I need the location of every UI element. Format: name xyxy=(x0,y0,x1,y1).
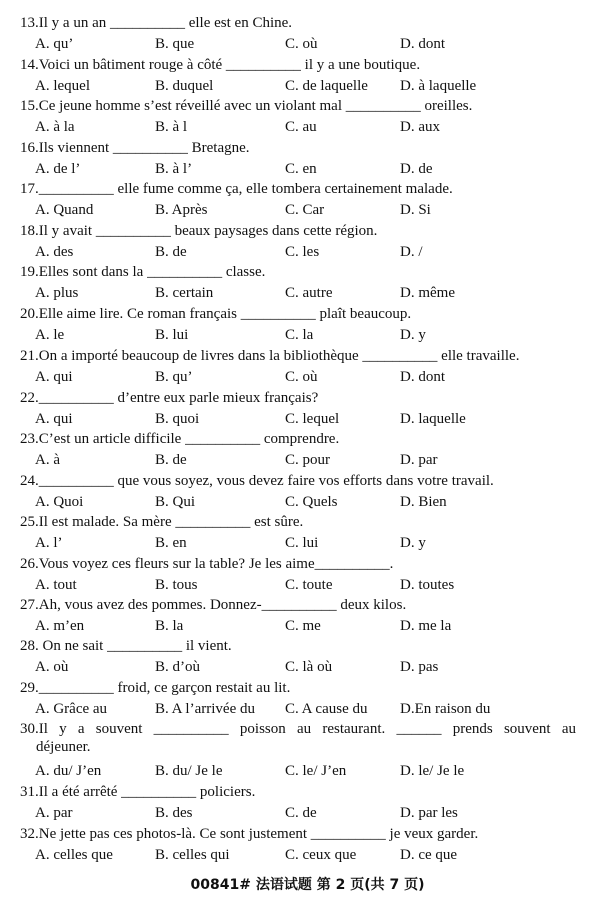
answer-option: A. l’ xyxy=(35,535,63,551)
options-row xyxy=(0,284,615,302)
answer-option: C. pour xyxy=(285,452,330,468)
answer-option: D. de xyxy=(400,161,433,177)
options-row xyxy=(0,658,615,676)
answer-option: A. qui xyxy=(35,411,73,427)
answer-option: A. Grâce au xyxy=(35,701,108,717)
answer-option: B. tous xyxy=(155,577,198,593)
answer-option: D. Si xyxy=(400,202,431,218)
answer-option: A. lequel xyxy=(35,78,90,94)
options-row xyxy=(0,576,615,594)
options-row xyxy=(0,493,615,511)
answer-option: D. dont xyxy=(400,369,445,385)
answer-option: C. le/ J’en xyxy=(285,763,347,779)
page-footer: 00841# 法语试题 第 2 页(共 7 页) xyxy=(190,877,425,893)
question-stem: 23.C’est un article difficile __________ comprendre. xyxy=(20,431,340,447)
answer-option: D. par les xyxy=(400,805,458,821)
answer-option: B. qu’ xyxy=(155,369,193,385)
answer-option: B. duquel xyxy=(155,78,214,94)
answer-option: A. celles que xyxy=(35,847,113,863)
answer-option: D. aux xyxy=(400,119,440,135)
answer-option: A. plus xyxy=(35,285,79,301)
options-row xyxy=(0,368,615,386)
answer-option: D. ce que xyxy=(400,847,458,863)
question-stem: 15.Ce jeune homme s’est réveillé avec un violant mal __________ oreilles. xyxy=(20,98,473,114)
answer-option: C. où xyxy=(285,369,318,385)
question-stem-line: déjeuner. xyxy=(36,739,91,755)
options-row xyxy=(0,160,615,178)
options-row xyxy=(0,201,615,219)
answer-option: D. toutes xyxy=(400,577,455,593)
answer-option: B. du/ Je le xyxy=(155,763,223,779)
answer-option: B. certain xyxy=(155,285,214,301)
answer-option: D. à laquelle xyxy=(400,78,477,94)
options-row xyxy=(0,846,615,864)
question-stem: 26.Vous voyez ces fleurs sur la table? Je les aime__________. xyxy=(20,556,394,572)
answer-option: C. autre xyxy=(285,285,333,301)
answer-option: D. par xyxy=(400,452,438,468)
answer-option: C. me xyxy=(285,618,321,634)
answer-option: B. en xyxy=(155,535,187,551)
answer-option: A. où xyxy=(35,659,69,675)
answer-option: C. où xyxy=(285,36,318,52)
answer-option: B. que xyxy=(155,36,195,52)
answer-option: A. qu’ xyxy=(35,36,74,52)
answer-option: A. tout xyxy=(35,577,77,593)
question-stem: 32.Ne jette pas ces photos-là. Ce sont justement __________ je veux garder. xyxy=(20,826,479,842)
answer-option: D. pas xyxy=(400,659,439,675)
answer-option: D. Bien xyxy=(400,494,447,510)
answer-option: C. lequel xyxy=(285,411,340,427)
answer-option: D. dont xyxy=(400,36,445,52)
answer-option: A. du/ J’en xyxy=(35,763,102,779)
answer-option: C. en xyxy=(285,161,317,177)
answer-option: C. de laquelle xyxy=(285,78,368,94)
answer-option: C. Car xyxy=(285,202,325,218)
answer-option: A. de l’ xyxy=(35,161,81,177)
answer-option: A. à la xyxy=(35,119,75,135)
answer-option: A. Quoi xyxy=(35,494,84,510)
answer-option: D. y xyxy=(400,535,426,551)
question-stem: 18.Il y avait __________ beaux paysages dans cette région. xyxy=(20,223,378,239)
question-stem: 19.Elles sont dans la __________ classe. xyxy=(20,264,266,280)
answer-option: B. de xyxy=(155,244,187,260)
options-row xyxy=(0,617,615,635)
question-stem: 16.Ils viennent __________ Bretagne. xyxy=(20,140,250,156)
answer-option: D.En raison du xyxy=(400,701,491,717)
question-stem: 31.Il a été arrêté __________ policiers. xyxy=(20,784,256,800)
answer-option: C. Quels xyxy=(285,494,338,510)
answer-option: C. toute xyxy=(285,577,333,593)
answer-option: A. Quand xyxy=(35,202,94,218)
question-stem: 13.Il y a un an __________ elle est en Chine. xyxy=(20,15,293,31)
options-row xyxy=(0,77,615,95)
answer-option: B. lui xyxy=(155,327,189,343)
answer-option: B. celles qui xyxy=(155,847,230,863)
answer-option: C. A cause du xyxy=(285,701,368,717)
answer-option: B. Après xyxy=(155,202,208,218)
answer-option: C. lui xyxy=(285,535,319,551)
question-stem: 27.Ah, vous avez des pommes. Donnez-__________ deux kilos. xyxy=(20,597,407,613)
answer-option: A. le xyxy=(35,327,65,343)
answer-option: B. la xyxy=(155,618,184,634)
options-row xyxy=(0,700,615,718)
question-stem: 22.__________ d’entre eux parle mieux français? xyxy=(20,390,319,406)
answer-option: D. / xyxy=(400,244,423,260)
question-stem: 29.__________ froid, ce garçon restait au lit. xyxy=(20,680,291,696)
answer-option: B. d’où xyxy=(155,659,200,675)
options-row xyxy=(0,534,615,552)
answer-option: C. de xyxy=(285,805,317,821)
answer-option: C. là où xyxy=(285,659,333,675)
question-stem: 24.__________ que vous soyez, vous devez faire vos efforts dans votre travail. xyxy=(20,473,494,489)
options-row xyxy=(0,243,615,261)
answer-option: D. me la xyxy=(400,618,452,634)
answer-option: B. à l’ xyxy=(155,161,193,177)
question-stem: 17.__________ elle fume comme ça, elle tombera certainement malade. xyxy=(20,181,453,197)
question-stem: 28. On ne sait __________ il vient. xyxy=(20,638,232,654)
options-row xyxy=(0,804,615,822)
answer-option: D. le/ Je le xyxy=(400,763,465,779)
answer-option: A. qui xyxy=(35,369,73,385)
question-stem-line: 30.Il y a souvent __________ poisson au restaurant. ______ prends souvent au xyxy=(20,721,576,737)
question-stem: 14.Voici un bâtiment rouge à côté __________ il y a une boutique. xyxy=(20,57,421,73)
answer-option: C. au xyxy=(285,119,317,135)
question-stem: 21.On a importé beaucoup de livres dans la bibliothèque __________ elle travaille. xyxy=(20,348,520,364)
answer-option: B. à l xyxy=(155,119,188,135)
answer-option: B. quoi xyxy=(155,411,200,427)
answer-option: D. même xyxy=(400,285,455,301)
answer-option: B. Qui xyxy=(155,494,196,510)
options-row xyxy=(0,451,615,469)
answer-option: A. m’en xyxy=(35,618,85,634)
options-row xyxy=(0,410,615,428)
options-row xyxy=(0,326,615,344)
answer-option: D. y xyxy=(400,327,426,343)
answer-option: B. A l’arrivée du xyxy=(155,701,255,717)
answer-option: B. des xyxy=(155,805,193,821)
answer-option: C. la xyxy=(285,327,314,343)
answer-option: A. par xyxy=(35,805,73,821)
options-row xyxy=(0,35,615,53)
answer-option: C. ceux que xyxy=(285,847,357,863)
question-stem: 20.Elle aime lire. Ce roman français __________ plaît beaucoup. xyxy=(20,306,412,322)
options-row xyxy=(0,762,615,780)
answer-option: A. des xyxy=(35,244,74,260)
question-stem xyxy=(20,720,580,756)
answer-option: D. laquelle xyxy=(400,411,466,427)
options-row xyxy=(0,118,615,136)
question-stem: 25.Il est malade. Sa mère __________ est sûre. xyxy=(20,514,304,530)
answer-option: A. à xyxy=(35,452,60,468)
answer-option: B. de xyxy=(155,452,187,468)
answer-option: C. les xyxy=(285,244,320,260)
